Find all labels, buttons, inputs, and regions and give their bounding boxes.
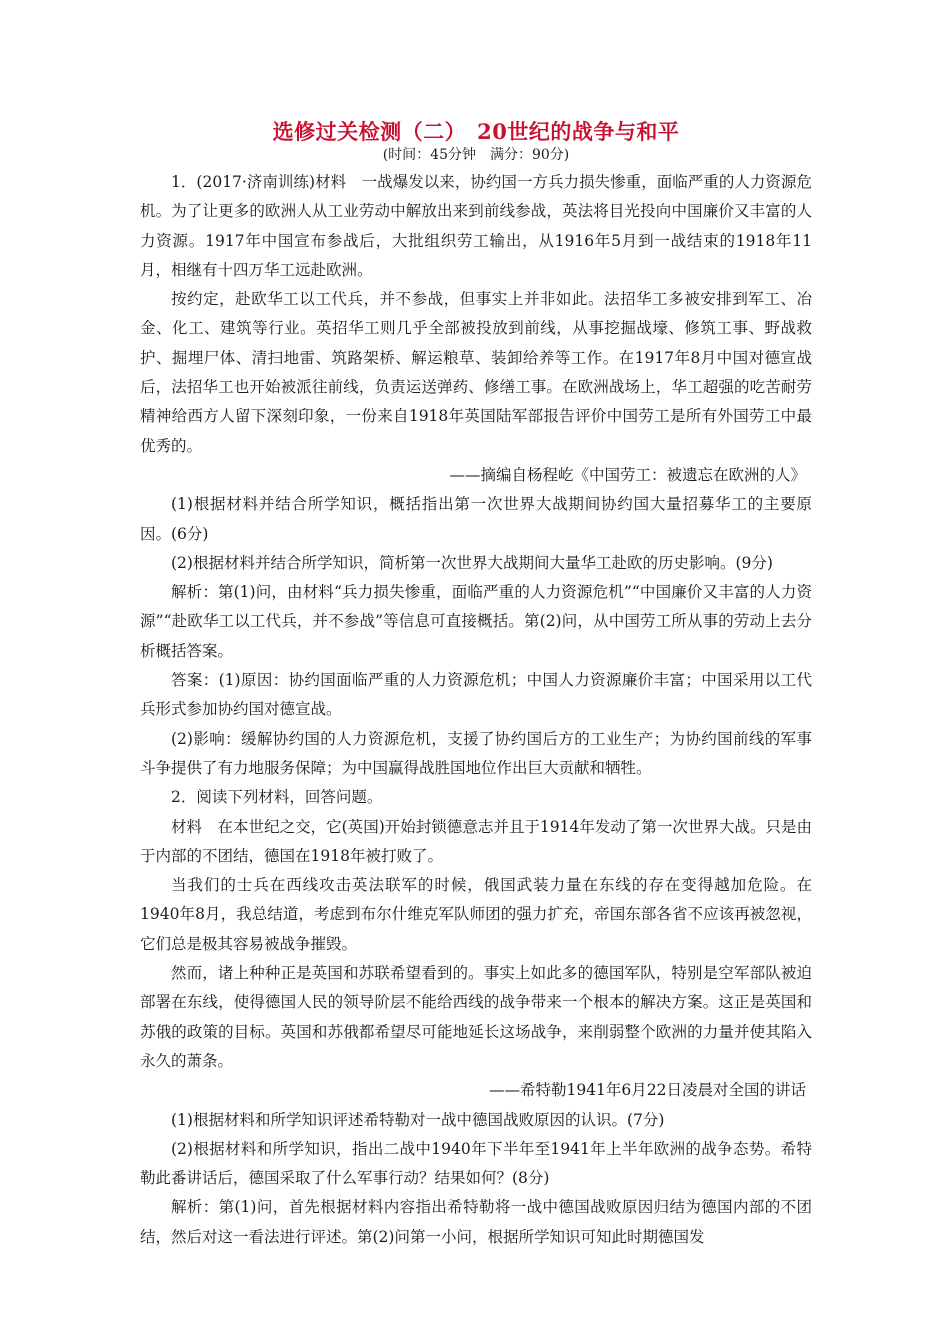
q2-question-1: (1)根据材料和所学知识评述希特勒对一战中德国战败原因的认识。(7分) bbox=[171, 1110, 665, 1129]
q1-analysis: 解析：第(1)问，由材料“兵力损失惨重，面临严重的人力资源危机”“中国廉价又丰富的人力资源”“赴欧华工以工代兵，并不参战”等信息可直接概括。第(2)问，从中国劳工所从事的劳动上去分析概括答案。 bbox=[140, 583, 812, 660]
q2-material-paragraph-2: 当我们的士兵在西线攻击英法联军的时候，俄国武装力量在东线的存在变得越加危险。在1940年8月，我总结道，考虑到布尔什维克军队师团的强力扩充，帝国东部各省不应该再被忽视，它们总是极其容易被战争摧毁。 bbox=[140, 876, 812, 953]
q2-material-paragraph-1: 材料 在本世纪之交，它(英国)开始封锁德意志并且于1914年发动了第一次世界大战。只是由于内部的不团结，德国在1918年被打败了。 bbox=[140, 817, 812, 865]
exam-meta: (时间：45分钟 满分：90分) bbox=[382, 147, 570, 163]
document-page bbox=[140, 118, 812, 1252]
q2-analysis: 解析：第(1)问，首先根据材料内容指出希特勒将一战中德国战败原因归结为德国内部的不团结，然后对这一看法进行评述。第(2)问第一小问，根据所学知识可知此时期德国发 bbox=[140, 1198, 812, 1246]
q1-question-2: (2)根据材料并结合所学知识，简析第一次世界大战期间大量华工赴欧的历史影响。(9分) bbox=[171, 553, 773, 572]
q2-source-citation: ——希特勒1941年6月22日凌晨对全国的讲话 bbox=[488, 1081, 806, 1100]
q1-question-1: (1)根据材料并结合所学知识，概括指出第一次世界大战期间协约国大量招募华工的主要原因。(6分) bbox=[140, 495, 812, 543]
q1-answer-1: 答案：(1)原因：协约国面临严重的人力资源危机；中国人力资源廉价丰富；中国采用以工代兵形式参加协约国对德宣战。 bbox=[140, 671, 812, 719]
page-title: 选修过关检测（二） 20世纪的战争与和平 bbox=[272, 119, 680, 144]
q1-answer-2: (2)影响：缓解协约国的人力资源危机，支援了协约国后方的工业生产；为协约国前线的军事斗争提供了有力地服务保障；为中国赢得战胜国地位作出巨大贡献和牺牲。 bbox=[140, 729, 812, 777]
q1-material-paragraph-2: 按约定，赴欧华工以工代兵，并不参战，但事实上并非如此。法招华工多被安排到军工、冶金、化工、建筑等行业。英招华工则几乎全部被投放到前线，从事挖掘战壕、修筑工事、野战救护、掘埋尸体、清扫地雷、筑路架桥、解运粮草、装卸给养等工作。在1917年8月中国对德宣战后，法招华工也开始被派往前线，负责运送弹药、修缮工事。在欧洲战场上，华工超强的吃苦耐劳精神给西方人留下深刻印象，一份来自1918年英国陆军部报告评价中国劳工是所有外国劳工中最优秀的。 bbox=[140, 290, 812, 455]
q1-material-paragraph-1: 1．(2017·济南训练)材料 一战爆发以来，协约国一方兵力损失惨重，面临严重的人力资源危机。为了让更多的欧洲人从工业劳动中解放出来到前线参战，英法将目光投向中国廉价又丰富的人力资源。1917年中国宣布参战后，大批组织劳工输出，从1916年5月到一战结束的1918年11月，相继有十四万华工远赴欧洲。 bbox=[140, 173, 812, 279]
q2-intro: 2．阅读下列材料，回答问题。 bbox=[171, 788, 383, 807]
q2-question-2: (2)根据材料和所学知识，指出二战中1940年下半年至1941年上半年欧洲的战争态势。希特勒此番讲话后，德国采取了什么军事行动？结果如何？(8分) bbox=[140, 1139, 812, 1188]
q1-source-citation: ——摘编自杨程屹《中国劳工：被遗忘在欧洲的人》 bbox=[449, 465, 806, 484]
q2-material-paragraph-3: 然而，诸上种种正是英国和苏联希望看到的。事实上如此多的德国军队，特别是空军部队被迫部署在东线，使得德国人民的领导阶层不能给西线的战争带来一个根本的解决方案。这正是英国和苏俄的政策的目标。英国和苏俄都希望尽可能地延长这场战争，来削弱整个欧洲的力量并使其陷入永久的萧条。 bbox=[140, 964, 812, 1070]
